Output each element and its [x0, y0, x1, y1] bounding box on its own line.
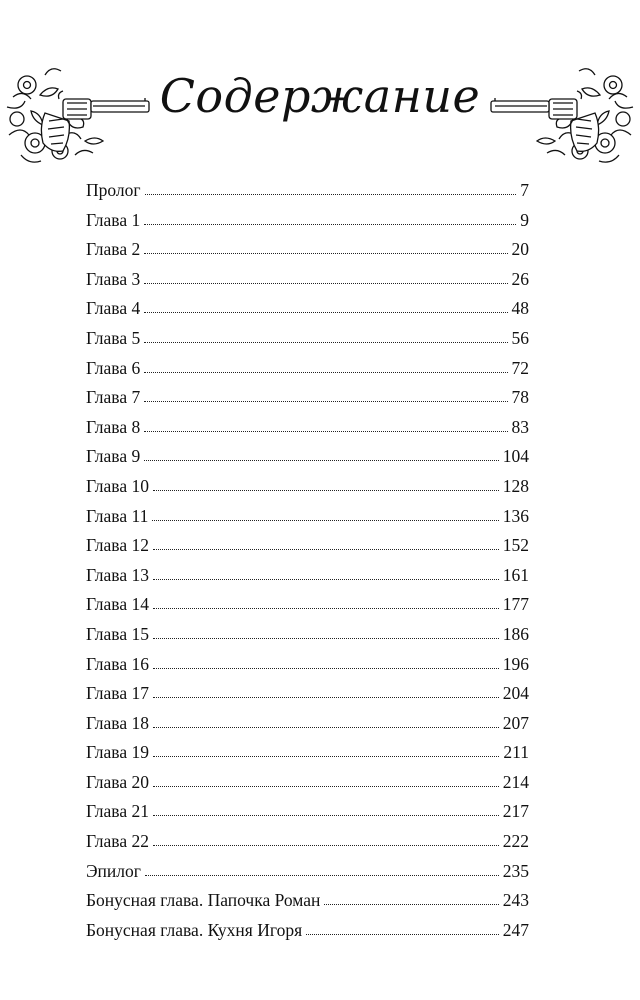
toc-entry[interactable] [86, 654, 529, 684]
toc-entry-page-number: 26 [511, 268, 529, 289]
toc-entry[interactable] [86, 476, 529, 506]
toc-entry-label: Глава 21 [86, 801, 149, 822]
toc-entry-label: Глава 22 [86, 831, 149, 852]
dot-leader [152, 519, 498, 521]
toc-entry-page-number: 247 [502, 919, 529, 940]
toc-entry[interactable] [86, 713, 529, 743]
toc-entry[interactable] [86, 831, 529, 861]
toc-entry[interactable] [86, 594, 529, 624]
toc-entry-page-number: 217 [502, 801, 529, 822]
dot-leader [153, 667, 499, 669]
toc-entry-page-number: 9 [520, 209, 529, 230]
toc-entry-page-number: 204 [502, 683, 529, 704]
toc-entry[interactable] [86, 506, 529, 536]
toc-entry-label: Эпилог [86, 860, 141, 881]
toc-entry-page-number: 20 [511, 239, 529, 260]
toc-entry-label: Глава 13 [86, 564, 149, 585]
toc-entry-label: Глава 19 [86, 742, 149, 763]
toc-entry[interactable] [86, 683, 529, 713]
dot-leader [144, 311, 507, 313]
toc-entry[interactable] [86, 920, 529, 950]
dot-leader [153, 607, 499, 609]
toc-entry-label: Глава 4 [86, 298, 141, 319]
toc-entry-label: Глава 17 [86, 683, 149, 704]
dot-leader [144, 252, 507, 254]
toc-entry-label: Глава 12 [86, 535, 149, 556]
dot-leader [144, 371, 507, 373]
dot-leader [144, 341, 507, 343]
toc-entry[interactable] [86, 565, 529, 595]
toc-entry-page-number: 207 [502, 712, 529, 733]
dot-leader [144, 459, 499, 461]
dot-leader [145, 874, 499, 876]
dot-leader [153, 637, 499, 639]
toc-entry-label: Глава 1 [86, 209, 141, 230]
toc-entry-label: Глава 2 [86, 239, 141, 260]
toc-entry-label: Глава 6 [86, 357, 141, 378]
toc-entry-page-number: 56 [511, 327, 529, 348]
toc-entry[interactable] [86, 535, 529, 565]
toc-entry[interactable] [86, 772, 529, 802]
toc-entry-page-number: 78 [511, 387, 529, 408]
dot-leader [144, 282, 507, 284]
toc-entry[interactable] [86, 210, 529, 240]
toc-entry-page-number: 136 [502, 505, 529, 526]
dot-leader [324, 903, 498, 905]
toc-entry[interactable] [86, 328, 529, 358]
toc-entry-page-number: 48 [511, 298, 529, 319]
toc-entry-page-number: 186 [502, 623, 529, 644]
toc-entry-page-number: 243 [502, 890, 529, 911]
toc-entry[interactable] [86, 890, 529, 920]
toc-entry-page-number: 161 [502, 564, 529, 585]
dot-leader [153, 696, 499, 698]
toc-entry-label: Пролог [86, 180, 141, 200]
toc-entry-label: Глава 20 [86, 771, 149, 792]
toc-entry[interactable] [86, 239, 529, 269]
toc-entry-label: Глава 14 [86, 594, 149, 615]
toc-entry-page-number: 235 [502, 860, 529, 881]
toc-entry[interactable] [86, 742, 529, 772]
toc-entry-label: Бонусная глава. Кухня Игоря [86, 919, 303, 940]
toc-entry-page-number: 104 [502, 446, 529, 467]
toc-entry-page-number: 177 [502, 594, 529, 615]
toc-entry-label: Глава 5 [86, 327, 141, 348]
dot-leader [153, 844, 499, 846]
toc-entry[interactable] [86, 180, 529, 210]
dot-leader [144, 430, 507, 432]
toc-entry-label: Глава 3 [86, 268, 141, 289]
toc-entry[interactable] [86, 624, 529, 654]
toc-entry-page-number: 7 [520, 180, 529, 200]
header [0, 55, 640, 175]
toc-entry[interactable] [86, 387, 529, 417]
toc-entry[interactable] [86, 446, 529, 476]
revolver-with-flowers-icon [485, 55, 635, 175]
toc-entry-page-number: 196 [502, 653, 529, 674]
toc-entry-label: Глава 18 [86, 712, 149, 733]
dot-leader [153, 785, 499, 787]
toc-entry-page-number: 214 [502, 771, 529, 792]
toc-entry[interactable] [86, 801, 529, 831]
toc-entry-page-number: 211 [503, 742, 529, 763]
dot-leader [144, 223, 516, 225]
toc-entry[interactable] [86, 417, 529, 447]
dot-leader [153, 755, 499, 757]
dot-leader [306, 933, 499, 935]
table-of-contents [86, 180, 529, 949]
dot-leader [144, 400, 507, 402]
toc-entry[interactable] [86, 298, 529, 328]
toc-entry-label: Глава 8 [86, 416, 141, 437]
dot-leader [153, 578, 499, 580]
dot-leader [145, 193, 517, 195]
toc-entry[interactable] [86, 861, 529, 891]
toc-entry[interactable] [86, 269, 529, 299]
toc-entry-label: Глава 10 [86, 475, 149, 496]
toc-entry-page-number: 222 [502, 831, 529, 852]
toc-entry-label: Глава 11 [86, 505, 149, 526]
toc-entry-page-number: 152 [502, 535, 529, 556]
toc-entry[interactable] [86, 358, 529, 388]
dot-leader [153, 489, 499, 491]
toc-entry-label: Глава 9 [86, 446, 141, 467]
dot-leader [153, 548, 499, 550]
toc-entry-page-number: 83 [511, 416, 529, 437]
dot-leader [153, 814, 499, 816]
toc-entry-page-number: 72 [511, 357, 529, 378]
page-title: Содержание [159, 69, 481, 123]
toc-entry-page-number: 128 [502, 475, 529, 496]
toc-entry-label: Бонусная глава. Папочка Роман [86, 890, 321, 911]
dot-leader [153, 726, 499, 728]
revolver-with-flowers-icon [5, 55, 155, 175]
toc-entry-label: Глава 15 [86, 623, 149, 644]
toc-entry-label: Глава 16 [86, 653, 149, 674]
toc-entry-label: Глава 7 [86, 387, 141, 408]
